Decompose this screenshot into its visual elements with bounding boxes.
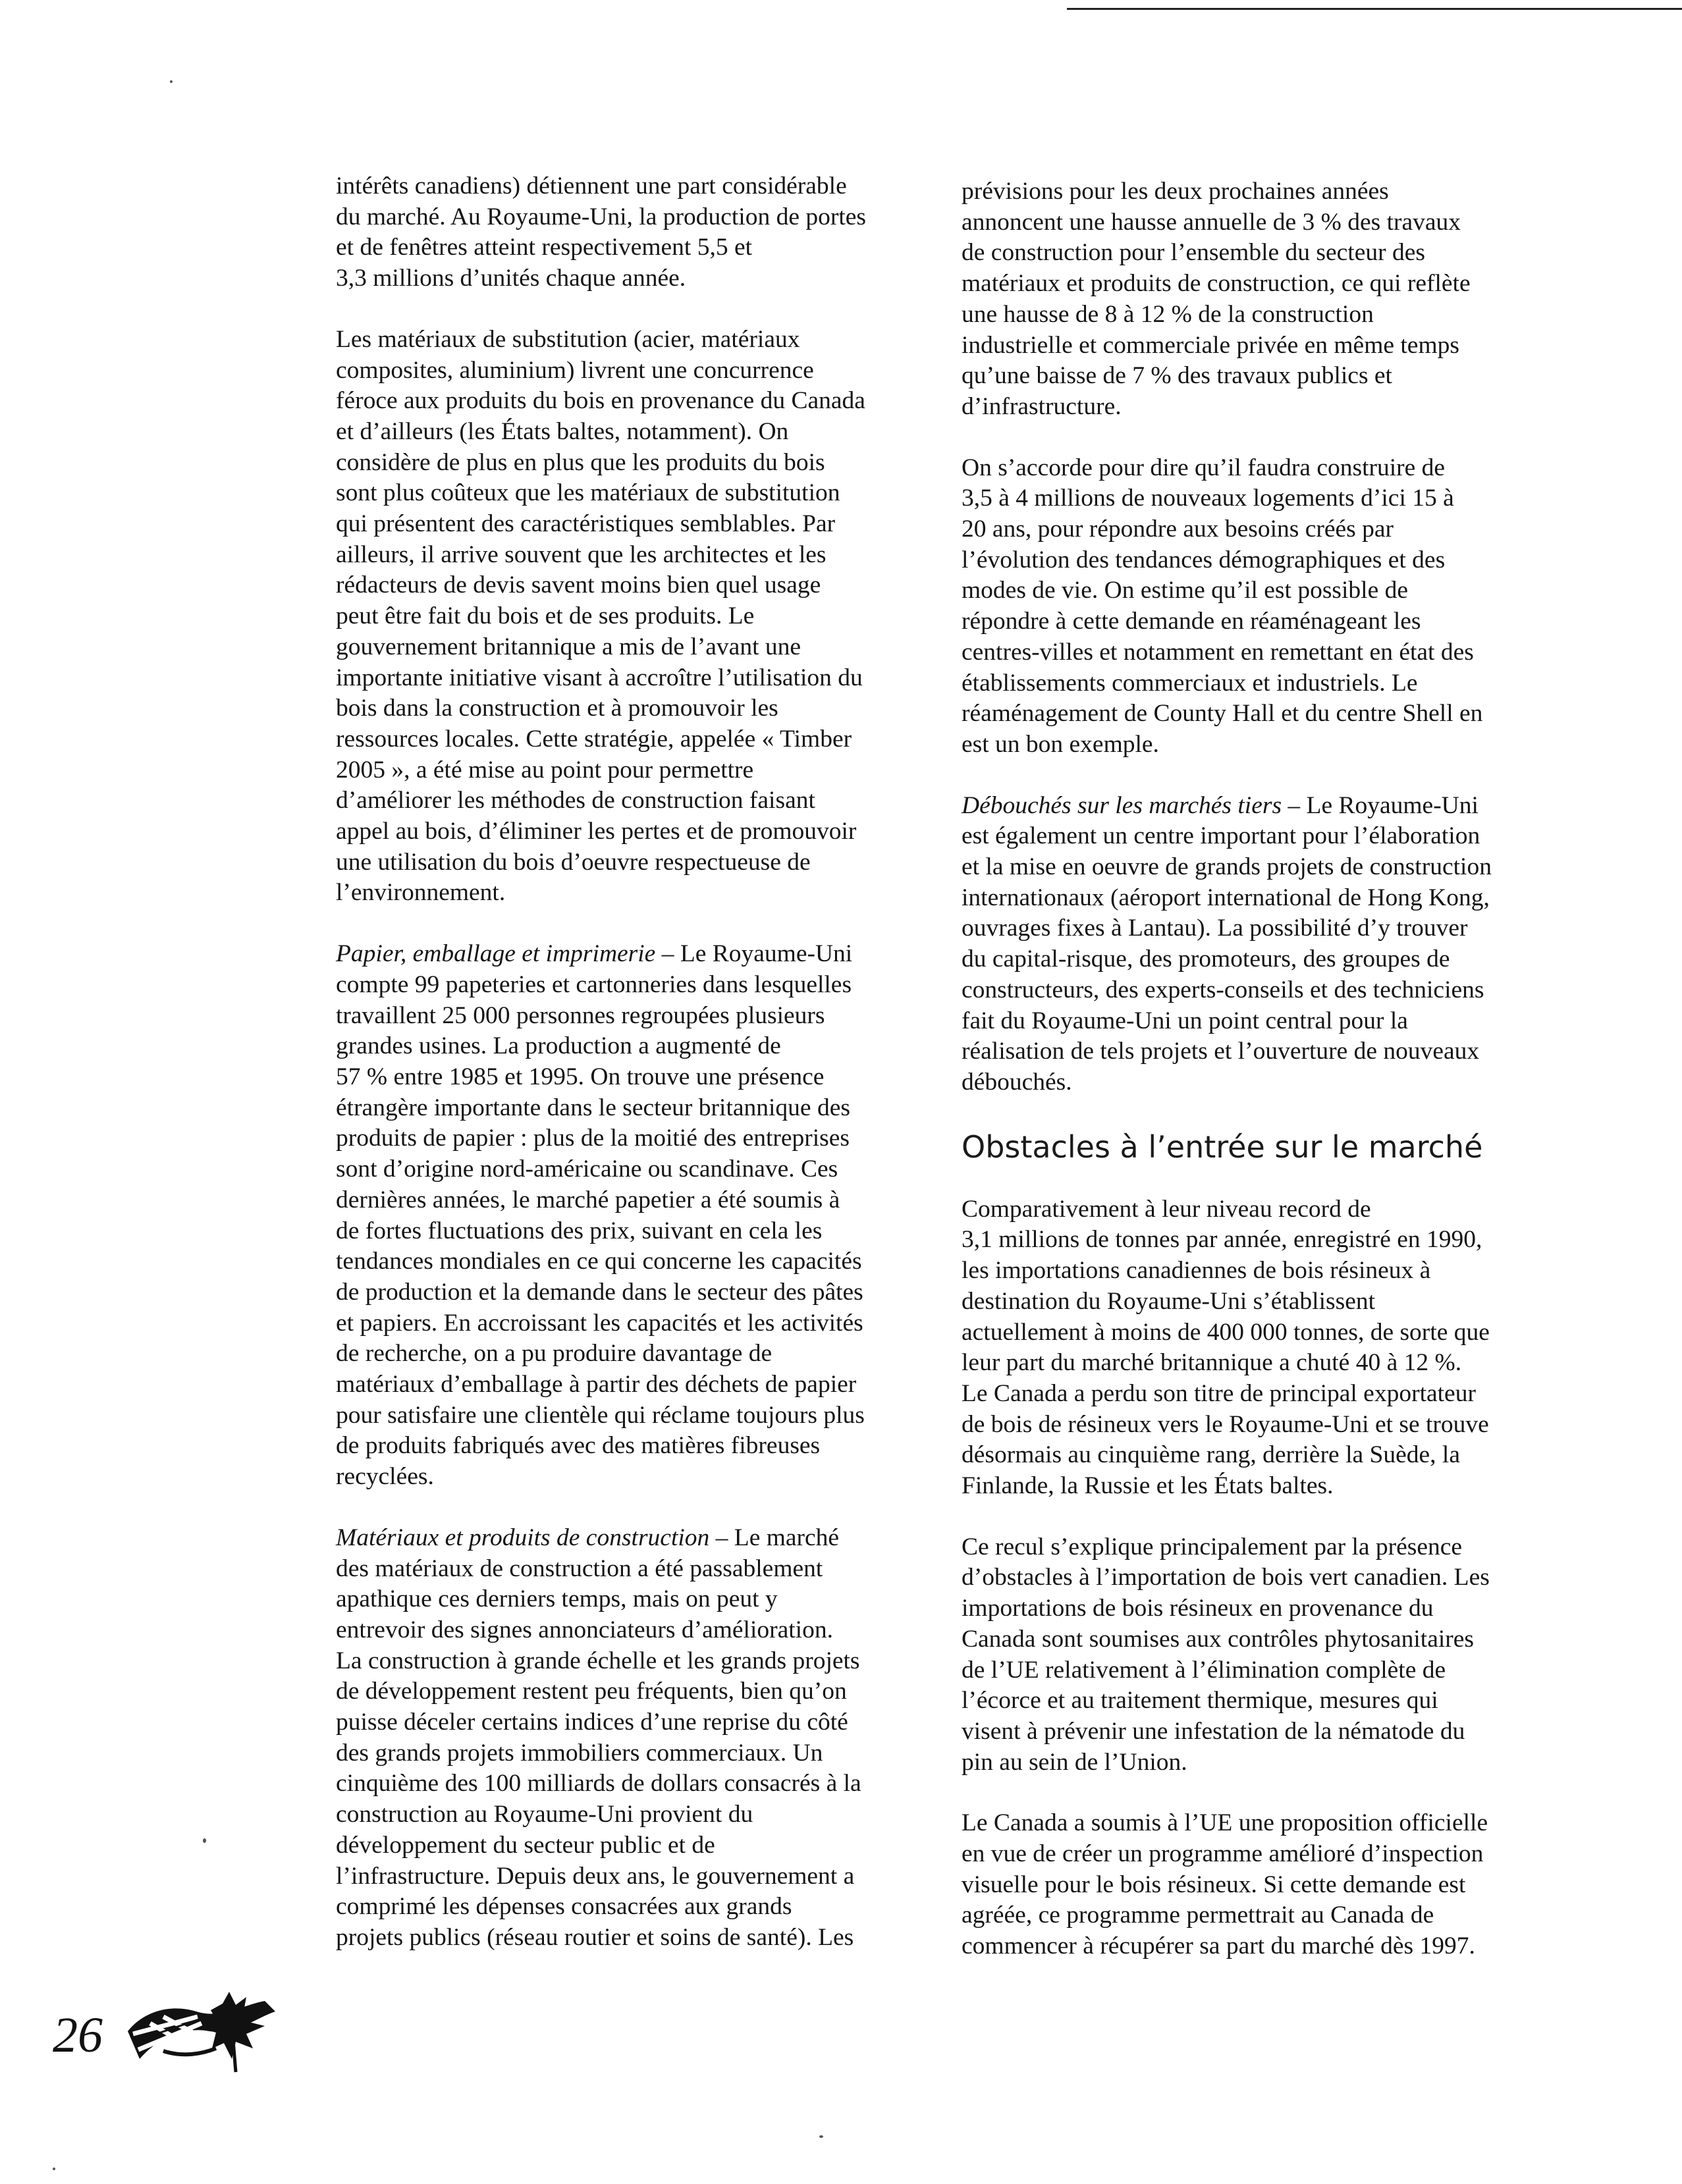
page-number: 26 <box>53 2008 103 2063</box>
text-line <box>336 939 929 970</box>
text-line: ouvrages fixes à Lantau). La possibilité d’y trouver <box>962 915 1468 942</box>
text-line: dernières années, le marché papetier a été soumis à <box>336 1186 840 1213</box>
text-line: destination du Royaume-Uni s’établissent <box>962 1287 1376 1315</box>
text-line: prévisions pour les deux prochaines années <box>962 178 1389 205</box>
text-line: agréée, ce programme permettrait au Canada de <box>962 1902 1434 1929</box>
scan-speck <box>53 2168 55 2170</box>
text-line: ressources locales. Cette stratégie, appelée « Timber <box>336 725 852 753</box>
text-line: 2005 », a été mise au point pour permettre <box>336 756 754 784</box>
text-line: comprimé les dépenses consacrées aux grands <box>336 1893 792 1921</box>
text-line: appel au bois, d’éliminer les pertes et de promouvoir <box>336 818 857 845</box>
text-line: réalisation de tels projets et l’ouverture de nouveaux <box>962 1038 1480 1065</box>
text-line: une utilisation du bois d’oeuvre respectueuse de <box>336 848 811 876</box>
text-line: Les matériaux de substitution (acier, matériaux <box>336 325 800 353</box>
text-line: grandes usines. La production a augmenté de <box>336 1032 781 1060</box>
text-line: d’obstacles à l’importation de bois vert canadien. Les <box>962 1564 1490 1591</box>
left-column <box>336 171 929 1984</box>
text-line: Comparativement à leur niveau record de <box>962 1195 1371 1223</box>
text-line: l’évolution des tendances démographiques et des <box>962 546 1446 573</box>
text-line: une hausse de 8 à 12 % de la construction <box>962 300 1374 328</box>
text-line: importations de bois résineux en provenance du <box>962 1595 1434 1622</box>
text-line: et papiers. En accroissant les capacités et les activités <box>336 1309 863 1337</box>
top-rule <box>1067 8 1682 10</box>
text-line: constructeurs, des experts-conseils et des techniciens <box>962 976 1484 1003</box>
text-line: 3,5 à 4 millions de nouveaux logements d’ici 15 à <box>962 485 1454 512</box>
text-line: On s’accorde pour dire qu’il faudra construire de <box>962 454 1446 481</box>
text-line: visent à prévenir une infestation de la nématode du <box>962 1717 1465 1745</box>
text-line: des matériaux de construction a été passablement <box>336 1555 823 1582</box>
text-line: importante initiative visant à accroître l’utilisation du <box>336 664 863 691</box>
text-line: pin au sein de l’Union. <box>962 1748 1187 1776</box>
text-line: recyclées. <box>336 1463 434 1491</box>
text-line: apathique ces derniers temps, mais on peut y <box>336 1585 778 1613</box>
text-line: travaillent 25 000 personnes regroupées plusieurs <box>336 1001 825 1029</box>
text-line <box>962 791 1541 822</box>
text-line: matériaux d’emballage à partir des déchets de papier <box>336 1371 857 1398</box>
right-column-after-heading <box>962 1194 1541 1962</box>
text-line: annoncent une hausse annuelle de 3 % des travaux <box>962 208 1461 236</box>
text-line: les importations canadiennes de bois résineux à <box>962 1257 1431 1285</box>
text-fragment: – Le Royaume-Uni <box>655 940 853 968</box>
text-line: modes de vie. On estime qu’il est possible de <box>962 577 1409 604</box>
paragraph <box>336 171 929 294</box>
text-line: Canada sont soumises aux contrôles phytosanitaires <box>962 1625 1474 1653</box>
text-line: centres-villes et notamment en remettant en état des <box>962 638 1474 666</box>
run-in-heading: Papier, emballage et imprimerie <box>336 940 656 968</box>
text-line: tendances mondiales en ce qui concerne les capacités <box>336 1248 862 1275</box>
run-in-heading: Débouchés sur les marchés tiers <box>962 791 1282 819</box>
paragraph <box>336 939 929 1493</box>
text-line: pour satisfaire une clientèle qui réclame toujours plus <box>336 1401 865 1429</box>
text-line: visuelle pour le bois résineux. Si cette demande est <box>962 1871 1466 1898</box>
text-line: d’améliorer les méthodes de construction faisant <box>336 787 815 814</box>
text-line: peut être fait du bois et de ses produits. Le <box>336 602 755 630</box>
text-line: développement du secteur public et de <box>336 1831 715 1859</box>
text-line: actuellement à moins de 400 000 tonnes, de sorte que <box>962 1318 1490 1346</box>
text-line: industrielle et commerciale privée en même temps <box>962 331 1459 359</box>
text-line: d’infrastructure. <box>962 392 1122 420</box>
text-line: sont plus coûteux que les matériaux de substitution <box>336 479 840 507</box>
text-line <box>336 1523 929 1554</box>
text-line: de l’UE relativement à l’élimination complète de <box>962 1656 1446 1684</box>
text-line: produits de papier : plus de la moitié des entreprises <box>336 1125 850 1152</box>
text-line: construction au Royaume-Uni provient du <box>336 1801 753 1828</box>
text-line: 57 % entre 1985 et 1995. On trouve une présence <box>336 1063 825 1090</box>
text-line: considère de plus en plus que les produits du bois <box>336 448 825 476</box>
text-fragment: – Le Royaume-Uni <box>1282 791 1479 819</box>
text-line: étrangère importante dans le secteur britannique des <box>336 1094 850 1121</box>
text-line: de recherche, on a pu produire davantage de <box>336 1340 773 1368</box>
union-jack-maple-leaf-flag-icon <box>124 1985 288 2084</box>
paragraph <box>336 325 929 909</box>
text-line: entrevoir des signes annonciateurs d’amélioration. <box>336 1616 833 1643</box>
text-line: commencer à récupérer sa part du marché dès 1997. <box>962 1932 1475 1960</box>
text-line: répondre à cette demande en réaménageant les <box>962 608 1421 635</box>
text-line: de construction pour l’ensemble du secteur des <box>962 239 1425 267</box>
text-line: rédacteurs de devis savent moins bien quel usage <box>336 572 821 599</box>
text-line: qu’une baisse de 7 % des travaux publics et <box>962 362 1392 390</box>
text-line: 20 ans, pour répondre aux besoins créés par <box>962 516 1394 543</box>
text-line: l’écorce et au traitement thermique, mesures qui <box>962 1687 1438 1715</box>
text-line: bois dans la construction et à promouvoir les <box>336 695 778 722</box>
text-line: l’environnement. <box>336 879 506 907</box>
text-fragment: – Le marché <box>709 1524 840 1551</box>
paragraph <box>962 1194 1541 1502</box>
text-line: matériaux et produits de construction, ce qui reflète <box>962 270 1471 298</box>
text-line: de développement restent peu fréquents, bien qu’on <box>336 1678 847 1705</box>
scan-speck <box>170 80 173 83</box>
right-column-before-heading <box>962 176 1541 1098</box>
text-line: intérêts canadiens) détiennent une part considérable <box>336 173 847 200</box>
paragraph <box>962 1532 1541 1778</box>
text-line: désormais au cinquième rang, derrière la Suède, la <box>962 1441 1460 1469</box>
run-in-heading: Matériaux et produits de construction <box>336 1524 710 1551</box>
text-line: du marché. Au Royaume-Uni, la production de portes <box>336 203 867 230</box>
text-line: et de fenêtres atteint respectivement 5,5 et <box>336 234 753 261</box>
text-line: fait du Royaume-Uni un point central pour la <box>962 1007 1408 1034</box>
paragraph <box>962 453 1541 760</box>
text-line: sont d’origine nord-américaine ou scandinave. Ces <box>336 1156 838 1183</box>
text-line: de production et la demande dans le secteur des pâtes <box>336 1278 863 1306</box>
text-line: puisse déceler certains indices d’une reprise du côté <box>336 1709 848 1736</box>
paragraph <box>962 1808 1541 1962</box>
text-line: La construction à grande échelle et les grands projets <box>336 1647 860 1674</box>
text-line: du capital-risque, des promoteurs, des groupes de <box>962 946 1450 973</box>
text-line: des grands projets immobiliers commerciaux. Un <box>336 1739 823 1767</box>
text-line: réaménagement de County Hall et du centre Shell en <box>962 700 1483 728</box>
text-line: gouvernement britannique a mis de l’avant une <box>336 633 801 660</box>
scan-speck <box>819 2135 823 2138</box>
paragraph <box>962 791 1541 1098</box>
text-line: établissements commerciaux et industriels. Le <box>962 669 1418 697</box>
text-line: de fortes fluctuations des prix, suivant en cela les <box>336 1217 823 1244</box>
text-line: qui présentent des caractéristiques semblables. Par <box>336 510 836 538</box>
text-line: cinquième des 100 milliards de dollars consacrés à la <box>336 1770 861 1798</box>
paragraph <box>962 176 1541 423</box>
text-line: internationaux (aéroport international de Hong Kong, <box>962 884 1490 911</box>
section-heading: Obstacles à l’entrée sur le marché <box>962 1129 1483 1165</box>
text-line: de produits fabriqués avec des matières fibreuses <box>336 1432 821 1460</box>
right-column <box>962 176 1541 1992</box>
text-line: de bois de résineux vers le Royaume-Uni et se trouve <box>962 1410 1489 1438</box>
text-line: l’infrastructure. Depuis deux ans, le gouvernement a <box>336 1862 855 1890</box>
text-line: et la mise en oeuvre de grands projets de construction <box>962 853 1492 881</box>
text-line: débouchés. <box>962 1068 1072 1096</box>
text-line: composites, aluminium) livrent une concurrence <box>336 356 814 384</box>
text-line: Finlande, la Russie et les États baltes. <box>962 1472 1334 1500</box>
text-line: et d’ailleurs (les États baltes, notamment). On <box>336 417 789 445</box>
text-line: en vue de créer un programme amélioré d’inspection <box>962 1840 1484 1868</box>
text-line: Le Canada a soumis à l’UE une proposition officielle <box>962 1809 1488 1837</box>
text-line: compte 99 papeteries et cartonneries dans lesquelles <box>336 971 852 998</box>
text-line: féroce aux produits du bois en provenance du Canada <box>336 387 865 415</box>
text-line: est un bon exemple. <box>962 730 1159 758</box>
text-line: Le Canada a perdu son titre de principal exportateur <box>962 1379 1476 1407</box>
text-line: Ce recul s’explique principalement par la présence <box>962 1533 1463 1560</box>
text-line: leur part du marché britannique a chuté 40 à 12 %. <box>962 1349 1462 1377</box>
text-line: 3,1 millions de tonnes par année, enregistré en 1990, <box>962 1226 1482 1254</box>
text-line: est également un centre important pour l’élaboration <box>962 822 1480 850</box>
text-line: ailleurs, il arrive souvent que les architectes et les <box>336 541 827 568</box>
scan-speck <box>203 1838 206 1843</box>
text-line: projets publics (réseau routier et soins de santé). Les <box>336 1923 854 1951</box>
text-line: 3,3 millions d’unités chaque année. <box>336 265 686 292</box>
paragraph <box>336 1523 929 1954</box>
